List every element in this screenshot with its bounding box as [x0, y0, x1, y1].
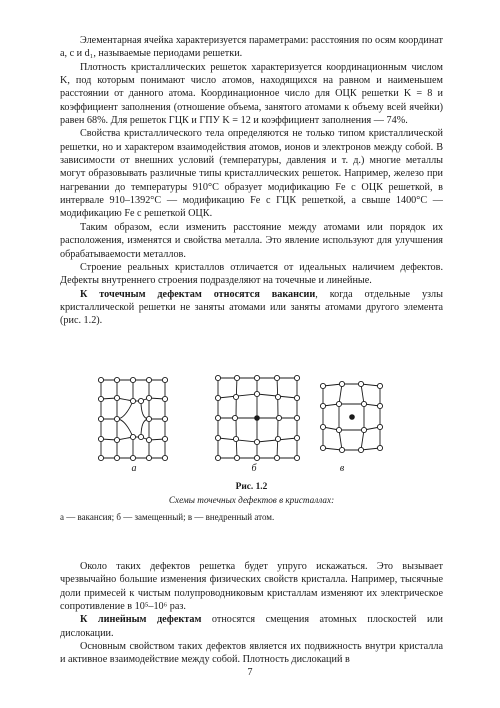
paragraph-point-defects	[60, 288, 443, 328]
figure-caption: Схемы точечных дефектов в кристаллах:	[168, 495, 335, 505]
linear-defects-lead: К линейным дефектам	[80, 614, 202, 626]
figure-title: Рис. 1.2	[235, 482, 268, 492]
paragraph-coordination-number: Плотность кристаллических решеток характеризуется координационным числом K, под которым понимают число атомов, находящихся на равном и наименьшем расстоянии от данного атома. Координационное число для ОЦК решетки K = 8 и коэффициент заполнения (отношение объема, занятого атомами к объему всей ячейки) равен 68%. Для решеток ГЦК и ГПУ K = 12 и коэффициент заполнения — 74%.	[60, 61, 443, 127]
paragraph-linear-defects	[60, 613, 443, 640]
point-defects-lead: К точечным дефектам относятся вакансии	[80, 288, 316, 300]
figure-label-b: б	[251, 463, 257, 474]
interstitial-atom	[349, 414, 355, 420]
text-block-top	[60, 34, 443, 328]
paragraph-dislocation-mobility: Основным свойством таких дефектов является их подвижность внутри кристалла и активное взаимодействие между собой. Плотность дислокаций в	[60, 641, 443, 666]
lattice-lines-a	[101, 380, 165, 458]
figure-label-a: а	[131, 463, 137, 474]
figure-legend: а — вакансия; б — замещенный; в — внедренный атом.	[60, 512, 275, 522]
diagram-interstitial	[320, 381, 382, 452]
page-number: 7	[247, 667, 253, 678]
text-block-bottom	[60, 560, 443, 667]
paragraph-atom-distance: Таким образом, если изменить расстояние между атомами или порядок их расположения, изменятся и свойства металла. Это явление используют для улучшения обрабатываемости металлов.	[60, 221, 443, 260]
diagram-vacancy	[98, 377, 167, 460]
point-defects-figure	[95, 374, 415, 466]
diagram-substituted	[215, 375, 299, 460]
paragraph-lattice-distortion: Около таких дефектов решетка будет упруго искажаться. Это вызывает чрезвычайно большие изменения физических свойств кристалла. Например, тысячные доли примесей к чистым полупроводниковым кристаллам изменяют их электрическое сопротивление в 10⁵–10⁶ раз.	[60, 561, 443, 613]
substituted-atom	[254, 415, 260, 421]
paragraph-crystal-properties: Свойства кристаллического тела определяются не только типом кристаллической решетки, но и характером взаимодействия атомов, ионов и электронов между собой. В зависимости от внешних условий (температуры, давления и т. д.) многие металлы могут образовывать различные типы кристаллических решеток. Например, железо при нагревании до температуры 910°С образует модификацию Fe с ОЦК решеткой, в интервале 910–1392°С — модификацию Fe с ГЦК решеткой, а свыше 1400°С — модификацию Fe с решеткой ОЦК.	[60, 128, 443, 220]
paragraph-unit-cell: Элементарная ячейка характеризуется параметрами: расстояния по осям координат a, c и d₁, называемые периодами решетки.	[60, 35, 443, 60]
paragraph-real-crystals: Строение реальных кристаллов отличается от идеальных наличием дефектов. Дефекты внутреннего строения подразделяют на точечные и линейные.	[60, 261, 443, 287]
linear-defects-rest: относятся смещения атомных плоскостей или дислокации.	[60, 614, 443, 639]
point-defects-rest: , когда отдельные узлы кристаллической решетки не заняты атомами или заняты атомами другого элемента (рис. 1.2).	[60, 288, 443, 327]
figure-label-c: в	[339, 463, 345, 474]
